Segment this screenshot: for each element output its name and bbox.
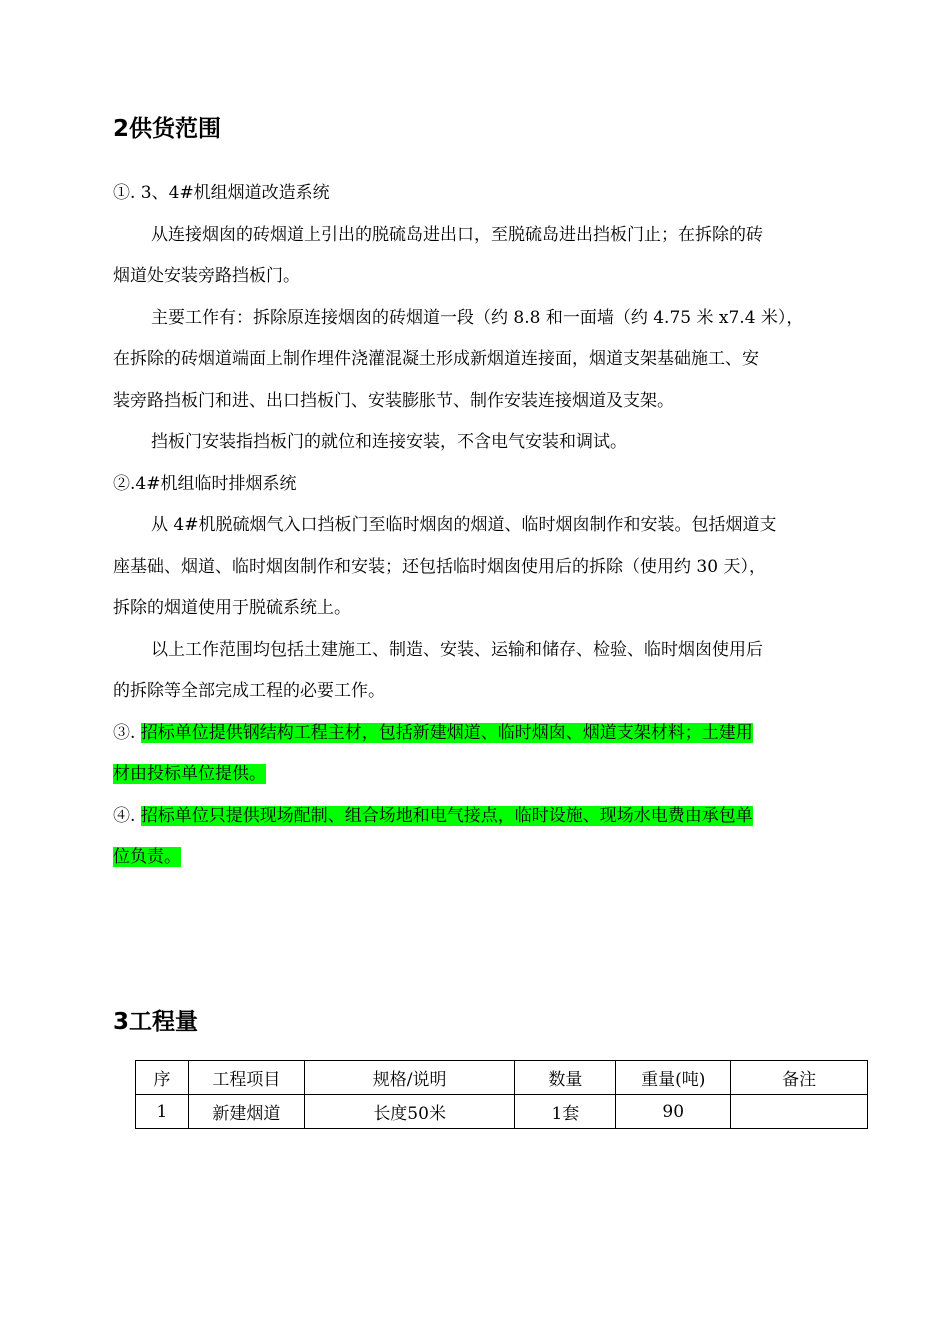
item-2-paragraph-1-line-2: 座基础、烟道、临时烟囱制作和安装；还包括临时烟囱使用后的拆除（使用约 30 天）， [113,557,766,577]
table-cell: 1套 [515,1095,616,1129]
item-1-paragraph-3: 挡板门安装指挡板门的就位和连接安装，不含电气安装和调试。 [151,432,627,452]
item-2-paragraph-1-line-1: 从 4#机脱硫烟气入口挡板门至临时烟囱的烟道、临时烟囱制作和安装。包括烟道支 [151,515,777,535]
item-4-highlighted-text: 招标单位只提供现场配制、组合场地和电气接点，临时设施、现场水电费由承包单 [140,806,753,826]
item-1-paragraph-2-line-2: 在拆除的砖烟道端面上制作埋件浇灌混凝土形成新烟道连接面，烟道支架基础施工、安 [113,349,759,369]
table-header-cell: 重量(吨) [616,1061,731,1095]
table-header-cell: 备注 [731,1061,868,1095]
item-1-title: ①. 3、4#机组烟道改造系统 [113,183,330,203]
item-1-paragraph-2-line-1: 主要工作有：拆除原连接烟囱的砖烟道一段（约 8.8 和一面墙（约 4.75 米 x7.4 米）， [151,308,804,328]
item-3-highlighted-text-continued: 材由投标单位提供。 [113,764,266,784]
section-2-heading: 2供货范围 [113,116,222,142]
item-3-line-1 [113,721,753,745]
table-cell: 90 [616,1095,731,1129]
item-3-highlighted-text: 招标单位提供钢结构工程主材，包括新建烟道、临时烟囱、烟道支架材料；土建用 [140,723,753,743]
item-1-paragraph-1-line-1: 从连接烟囱的砖烟道上引出的脱硫岛进出口，至脱硫岛进出挡板门止；在拆除的砖 [151,225,763,245]
item-3-line-2 [113,762,266,786]
table-cell [731,1095,868,1129]
item-4-line-2 [113,845,181,869]
item-4-number: ④. [113,806,141,826]
section-3-heading: 3工程量 [113,1009,199,1035]
table-header-row [136,1061,868,1095]
table-cell: 长度50米 [304,1095,515,1129]
table-header-cell: 序 [136,1061,189,1095]
table-cell: 1 [136,1095,189,1129]
item-1-paragraph-1-line-2: 烟道处安装旁路挡板门。 [113,266,300,286]
item-2-paragraph-1-line-3: 拆除的烟道使用于脱硫系统上。 [113,598,351,618]
table-header-cell: 规格/说明 [304,1061,515,1095]
item-3-number: ③. [113,723,141,743]
item-4-highlighted-text-continued: 位负责。 [113,847,181,867]
item-2-paragraph-2-line-1: 以上工作范围均包括土建施工、制造、安装、运输和储存、检验、临时烟囱使用后 [151,640,763,660]
item-4-line-1 [113,804,753,828]
item-1-paragraph-2-line-3: 装旁路挡板门和进、出口挡板门、安装膨胀节、制作安装连接烟道及支架。 [113,391,674,411]
table-cell: 新建烟道 [188,1095,304,1129]
quantity-table [135,1060,868,1129]
table-header-cell: 工程项目 [188,1061,304,1095]
table-row [136,1095,868,1129]
table-header-cell: 数量 [515,1061,616,1095]
item-2-title: ②.4#机组临时排烟系统 [113,474,297,494]
item-2-paragraph-2-line-2: 的拆除等全部完成工程的必要工作。 [113,681,385,701]
